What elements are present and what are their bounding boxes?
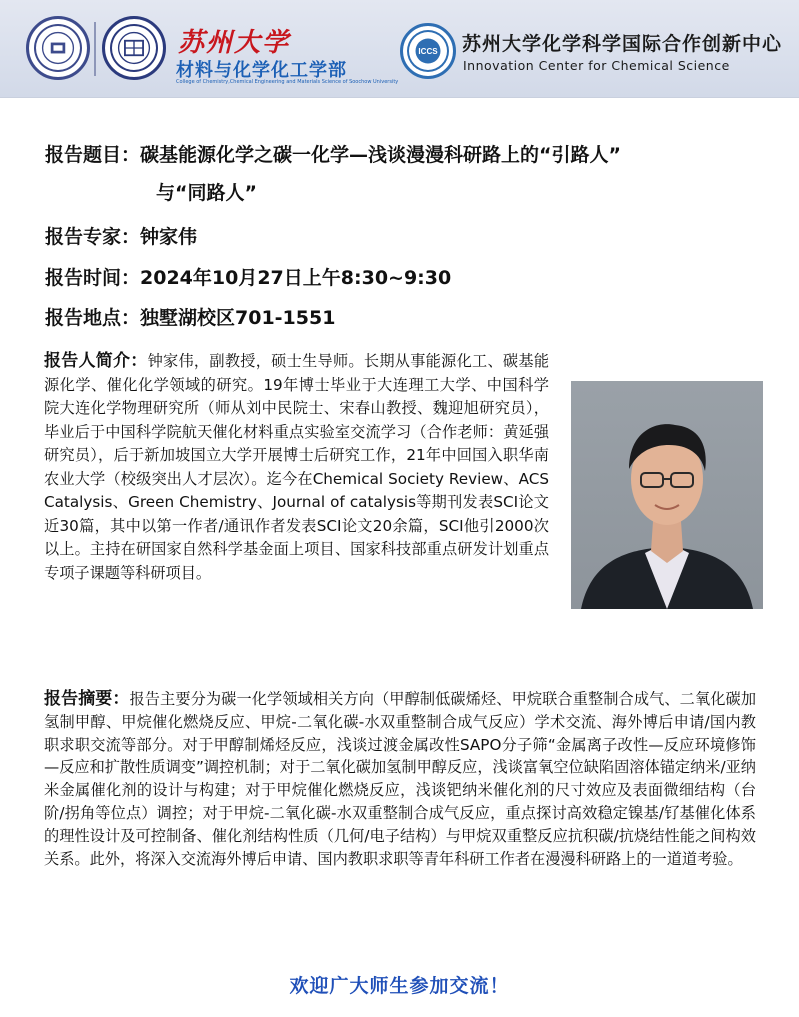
- bio-label: 报告人简介：: [44, 351, 148, 371]
- report-title-value: 碳基能源化学之碳一化学—浅谈漫漫科研路上的“引路人”: [140, 144, 621, 166]
- abstract-text: 报告主要分为碳一化学领域相关方向（甲醇制低碳烯烃、甲烷联合重整制合成气、二氧化碳加氢制甲醇、甲烷催化燃烧反应、甲烷-二氧化碳-水双重整制合成气反应）学术交流、海外博后申请/国内教职求职交流等部分。对于甲醇制烯烃反应，浅谈过渡金属改性SAPO分子筛“金属离子改性—反应环境修饰—反应和扩散性质调变”调控机制；对于二氧化碳加氢制甲醇反应，浅谈富氧空位缺陷固溶体锚定纳米/亚纳米金属催化剂的设计与构建；对于甲烷催化燃烧反应，浅谈钯纳米催化剂的尺寸效应及表面微细结构（台阶/拐角等位点）调控；对于甲烷-二氧化碳-水双重整制合成气反应，重点探讨高效稳定镍基/钌基催化体系的理性设计及可控制备、催化剂结构性质（几何/电子结构）与甲烷双重整反应抗积碳/抗烧结性能之间构效关系。此外，将深入交流海外博后申请、国内教职求职等青年科研工作者在漫漫科研路上的一道道考验。: [44, 690, 757, 868]
- university-seal-logo: [26, 16, 90, 80]
- report-place-value: 独墅湖校区701-1551: [140, 307, 336, 329]
- report-title-line: [45, 140, 621, 167]
- iccs-logo-text: ICCS: [418, 47, 438, 57]
- department-subtitle: College of Chemistry,Chemical Engineering and Materials Science of Soochow University: [176, 79, 399, 85]
- report-title-continuation: 与“同路人”: [156, 182, 257, 204]
- report-time-label: 报告时间：: [45, 267, 141, 289]
- report-time-value: 2024年10月27日上午8:30~9:30: [140, 267, 452, 289]
- report-expert-label: 报告专家：: [45, 226, 141, 248]
- department-name: 材料与化学化工学部: [176, 60, 347, 81]
- speaker-photo: [571, 381, 763, 609]
- report-title-label: 报告题目：: [45, 144, 141, 166]
- bio-text: 钟家伟，副教授，硕士生导师。长期从事能源化工、碳基能源化学、催化化学领域的研究。19年博士毕业于大连理工大学、中国科学院大连化学物理研究所（师从刘中民院士、宋春山教授、魏迎旭研究员），毕业后于中国科学院航天催化材料重点实验室交流学习（合作老师：黄延强研究员），后于新加坡国立大学开展博士后研究工作，21年中回国入职华南农业大学（校级突出人才层次）。迄今在Chemical Society Review、ACS Catalysis、Green Chemistry、Journal of catalysis等期刊发表SCI论文近30篇，其中以第一作者/通讯作者发表SCI论文20余篇，SCI他引2000次以上。主持在研国家自然科学基金面上项目、国家科技部重点研发计划重点专项子课题等科研项目。: [44, 352, 550, 582]
- report-expert-line: [45, 222, 197, 249]
- university-script-logo: 苏州大学: [178, 28, 291, 58]
- header-divider: [94, 22, 96, 76]
- report-place-line: [45, 303, 335, 330]
- abstract-label: 报告摘要：: [44, 689, 130, 709]
- report-expert-value: 钟家伟: [140, 226, 198, 248]
- center-name-cn: 苏州大学化学科学国际合作创新中心: [462, 33, 783, 55]
- iccs-logo: [400, 23, 456, 79]
- report-time-line: [45, 263, 451, 290]
- report-place-label: 报告地点：: [45, 307, 141, 329]
- header-banner: [0, 0, 799, 98]
- department-seal-logo: [102, 16, 166, 80]
- speaker-bio: [44, 350, 549, 585]
- welcome-message: 欢迎广大师生参加交流！: [289, 975, 510, 997]
- report-abstract: [44, 688, 756, 870]
- center-name-en: Innovation Center for Chemical Science: [463, 58, 730, 73]
